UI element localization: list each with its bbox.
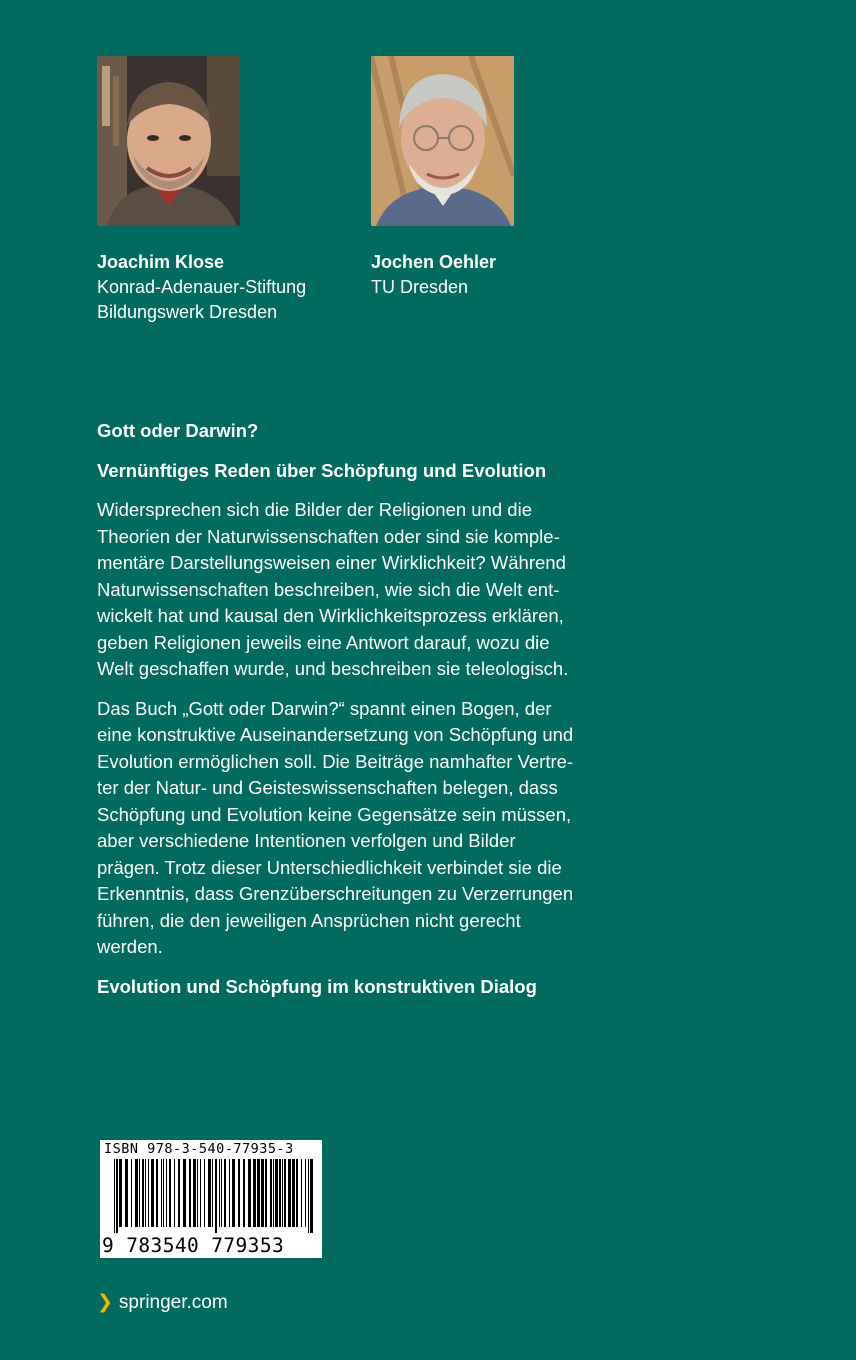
barcode-bar	[166, 1159, 167, 1227]
barcode-bar	[156, 1159, 158, 1227]
text-line: führen, die den jeweiligen Ansprüchen nicht gerecht	[97, 909, 521, 931]
text-line: wickelt hat und kausal den Wirklichkeitsprozess erklären,	[97, 605, 564, 626]
barcode-bar	[265, 1159, 267, 1227]
author-name: Jochen Oehler	[371, 252, 497, 272]
text-line: Naturwissenschaften beschreiben, wie sich die Welt ent-	[97, 578, 560, 600]
barcode-bar	[183, 1159, 186, 1227]
publisher-link[interactable]	[97, 1290, 228, 1316]
barcode-bar	[189, 1159, 191, 1227]
barcode-bar	[224, 1159, 226, 1227]
barcode-bar	[288, 1159, 291, 1227]
barcode-bar	[116, 1159, 118, 1233]
barcode-bar	[161, 1159, 162, 1227]
barcode-bar	[243, 1159, 245, 1227]
barcode-bar	[135, 1159, 138, 1227]
book-blurb	[97, 418, 607, 1013]
barcode-bar	[151, 1159, 154, 1227]
barcode-bar	[208, 1159, 211, 1227]
barcode-bar	[229, 1159, 230, 1227]
text-line: eine konstruktive Auseinandersetzung von Schöpfung und	[97, 724, 574, 745]
barcode-bar	[308, 1159, 309, 1233]
isbn-barcode	[100, 1140, 322, 1258]
text-line: Theorien der Naturwissenschaften oder sind sie komple-	[97, 525, 560, 547]
barcode-bar	[261, 1159, 264, 1227]
barcode-bar	[305, 1159, 306, 1227]
author-affiliation: Bildungswerk Dresden	[97, 302, 278, 322]
author-name: Joachim Klose	[97, 252, 225, 272]
barcode-bars	[114, 1159, 314, 1233]
barcode-bar	[131, 1159, 132, 1227]
text-line: aber verschiedene Intentionen verfolgen und Bilder	[97, 830, 516, 851]
ean-number: 9 783540 779353	[102, 1234, 285, 1257]
text-line: ter der Natur- und Geisteswissenschaften belegen, dass	[97, 777, 558, 798]
book-subtitle: Vernünftiges Reden über Schöpfung und Evolution	[97, 459, 547, 481]
barcode-bar	[238, 1159, 240, 1227]
barcode-bar	[219, 1159, 220, 1227]
author-block-klose	[97, 56, 337, 325]
blurb-paragraph-2	[97, 696, 607, 961]
barcode-bar	[270, 1159, 272, 1227]
barcode-bar	[125, 1159, 128, 1227]
book-title: Gott oder Darwin?	[97, 420, 259, 441]
barcode-bar	[301, 1159, 302, 1227]
chevron-right-icon: ❯	[97, 1292, 113, 1313]
author-photo-klose	[97, 56, 240, 226]
text-line: Erkenntnis, dass Grenzüberschreitungen zu Verzerrungen	[97, 883, 574, 904]
barcode-bar	[169, 1159, 171, 1227]
barcode-bar	[273, 1159, 274, 1227]
barcode-bar	[296, 1159, 298, 1227]
text-line: Widersprechen sich die Bilder der Religionen und die	[97, 499, 532, 520]
text-line: werden.	[97, 936, 163, 957]
closing-tagline: Evolution und Schöpfung im konstruktiven Dialog	[97, 975, 537, 997]
barcode-bar	[282, 1159, 283, 1227]
barcode-bar	[248, 1159, 251, 1227]
barcode-bar	[204, 1159, 205, 1227]
text-line: geben Religionen jeweils eine Antwort darauf, wozu die	[97, 631, 550, 653]
barcode-bar	[142, 1159, 144, 1227]
author-block-oehler	[371, 56, 611, 300]
barcode-bar	[221, 1159, 222, 1227]
barcode-bar	[279, 1159, 281, 1227]
barcode-bar	[114, 1159, 115, 1233]
barcode-bar	[200, 1159, 201, 1227]
barcode-bar	[193, 1159, 196, 1227]
barcode-bar	[174, 1159, 175, 1227]
barcode-bar	[212, 1159, 213, 1227]
barcode-bar	[139, 1159, 140, 1227]
text-line: Welt geschaffen wurde, und beschreiben sie teleologisch.	[97, 658, 569, 679]
barcode-bar	[215, 1159, 217, 1233]
author-affiliation: TU Dresden	[371, 277, 469, 297]
author-photo-oehler	[371, 56, 514, 226]
text-line: Schöpfung und Evolution keine Gegensätze sein müssen,	[97, 803, 572, 825]
barcode-bar	[275, 1159, 278, 1227]
barcode-bar	[292, 1159, 295, 1227]
text-line: Evolution ermöglichen soll. Die Beiträge namhafter Vertre-	[97, 750, 574, 772]
barcode-bar	[197, 1159, 198, 1227]
text-line: Das Buch „Gott oder Darwin?“ spannt einen Bogen, der	[97, 697, 552, 719]
barcode-bar	[310, 1159, 313, 1233]
barcode-bar	[148, 1159, 149, 1227]
text-line: mentäre Darstellungsweisen einer Wirklichkeit? Während	[97, 552, 566, 573]
isbn-label: ISBN 978-3-540-77935-3	[104, 1141, 294, 1157]
barcode-bar	[145, 1159, 146, 1227]
blurb-paragraph-1	[97, 497, 607, 683]
barcode-bar	[284, 1159, 286, 1227]
publisher-url: springer.com	[118, 1292, 228, 1313]
barcode-bar	[253, 1159, 256, 1227]
barcode-bar	[163, 1159, 164, 1227]
barcode-bar	[232, 1159, 235, 1227]
barcode-bar	[119, 1159, 122, 1227]
author-affiliation: Konrad-Adenauer-Stiftung	[97, 277, 307, 297]
barcode-bar	[178, 1159, 180, 1227]
barcode-bar	[257, 1159, 260, 1227]
text-line: prägen. Trotz dieser Unterschiedlichkeit verbindet sie die	[97, 856, 562, 878]
